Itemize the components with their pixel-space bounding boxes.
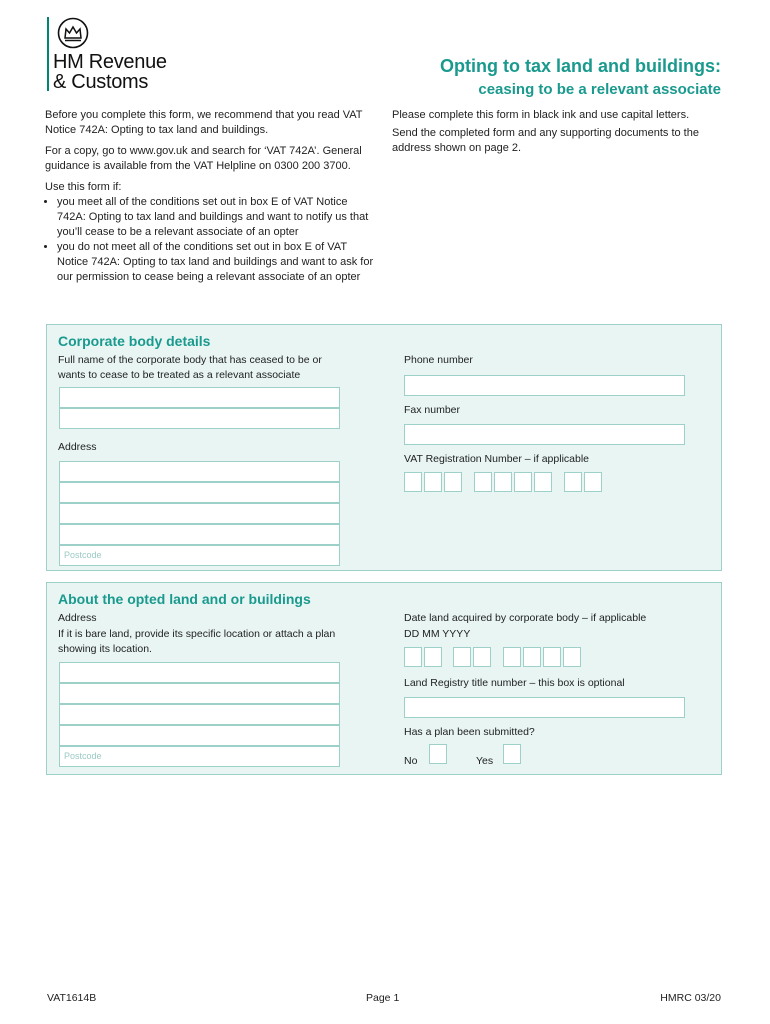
use-if-heading: Use this form if:	[45, 181, 122, 193]
full-name-label: Full name of the corporate body that has ceased to be or wants to cease to be treated as a relevant associate	[58, 354, 322, 381]
land-address-field-line-2[interactable]	[59, 683, 340, 704]
vat-number-label: VAT Registration Number – if applicable	[404, 453, 590, 465]
vat-digit-box[interactable]	[584, 472, 602, 492]
vat-digit-box[interactable]	[404, 472, 422, 492]
plan-question: Has a plan been submitted?	[404, 726, 535, 738]
phone-label: Phone number	[404, 354, 473, 366]
address-field-line-4[interactable]	[59, 524, 340, 545]
fax-label: Fax number	[404, 404, 461, 416]
intro-paragraph: Before you complete this form, we recommend that you read VAT Notice 742A: Opting to tax land and buildings.	[45, 109, 363, 136]
postcode-field[interactable]	[59, 545, 340, 566]
yes-checkbox[interactable]	[503, 744, 521, 764]
full-name-field-line-2[interactable]	[59, 408, 340, 429]
intro-right	[392, 108, 722, 159]
form-version: HMRC 03/20	[660, 992, 721, 1004]
logo-line-2: & Customs	[53, 71, 149, 93]
hmrc-logo-text	[53, 52, 167, 92]
date-year-box[interactable]	[563, 647, 581, 667]
corporate-body-section	[46, 324, 722, 571]
address-field-line-1[interactable]	[59, 461, 340, 482]
full-name-field-line-1[interactable]	[59, 387, 340, 408]
address-field-line-3[interactable]	[59, 503, 340, 524]
intro-paragraph: For a copy, go to www.gov.uk and search for ‘VAT 742A’. General guidance is available from the VAT Helpline on 0300 200 3700.	[45, 145, 362, 172]
land-address-field-line-3[interactable]	[59, 704, 340, 725]
postcode-placeholder: Postcode	[64, 550, 102, 560]
date-day-box[interactable]	[404, 647, 422, 667]
vat-digit-box[interactable]	[514, 472, 532, 492]
land-address-hint: If it is bare land, provide its specific location or attach a plan showing its location.	[58, 628, 336, 655]
date-acquired-label: Date land acquired by corporate body – if applicable	[404, 612, 647, 624]
phone-field[interactable]	[404, 375, 685, 396]
form-subtitle: ceasing to be a relevant associate	[478, 81, 721, 98]
address-field-line-2[interactable]	[59, 482, 340, 503]
vat-digit-box[interactable]	[474, 472, 492, 492]
section-title: Corporate body details	[58, 333, 211, 349]
date-month-box[interactable]	[473, 647, 491, 667]
date-year-box[interactable]	[523, 647, 541, 667]
instruction-paragraph: Send the completed form and any supporting documents to the address shown on page 2.	[392, 127, 699, 154]
no-label: No	[404, 755, 418, 767]
list-item: • you meet all of the conditions set out in box E of VAT Notice 742A: Opting to tax land and buildings and want to notify us that you’ll cease to be a relevant associate of an opter	[57, 195, 375, 240]
title-number-field[interactable]	[404, 697, 685, 718]
address-label: Address	[58, 441, 97, 453]
conditions-list	[45, 195, 375, 285]
section-title: About the opted land and or buildings	[58, 591, 311, 607]
date-format-hint: DD MM YYYY	[404, 628, 471, 640]
instruction-paragraph: Please complete this form in black ink and use capital letters.	[392, 109, 690, 121]
form-code: VAT1614B	[47, 992, 97, 1004]
vat-digit-box[interactable]	[564, 472, 582, 492]
list-item: • you do not meet all of the conditions set out in box E of VAT Notice 742A: Opting to tax land and buildings and want to ask for our permission to cease being a relevant associate of an opter	[57, 240, 375, 285]
intro-left	[45, 108, 375, 285]
form-title: Opting to tax land and buildings:	[440, 56, 721, 76]
title-number-label: Land Registry title number – this box is optional	[404, 677, 625, 689]
vat-digit-box[interactable]	[444, 472, 462, 492]
royal-crest-icon	[57, 17, 89, 49]
land-postcode-field[interactable]	[59, 746, 340, 767]
logo-line-1: HM Revenue	[53, 51, 167, 73]
postcode-placeholder: Postcode	[64, 751, 102, 761]
fax-field[interactable]	[404, 424, 685, 445]
land-address-label: Address	[58, 612, 97, 624]
no-checkbox[interactable]	[429, 744, 447, 764]
date-day-box[interactable]	[424, 647, 442, 667]
vat-digit-box[interactable]	[534, 472, 552, 492]
vat-digit-box[interactable]	[494, 472, 512, 492]
date-year-box[interactable]	[543, 647, 561, 667]
land-address-field-line-1[interactable]	[59, 662, 340, 683]
date-month-box[interactable]	[453, 647, 471, 667]
opted-land-section	[46, 582, 722, 775]
land-address-field-line-4[interactable]	[59, 725, 340, 746]
date-year-box[interactable]	[503, 647, 521, 667]
logo-rule	[47, 17, 49, 91]
page-number: Page 1	[366, 992, 400, 1004]
yes-label: Yes	[476, 755, 494, 767]
vat-digit-box[interactable]	[424, 472, 442, 492]
